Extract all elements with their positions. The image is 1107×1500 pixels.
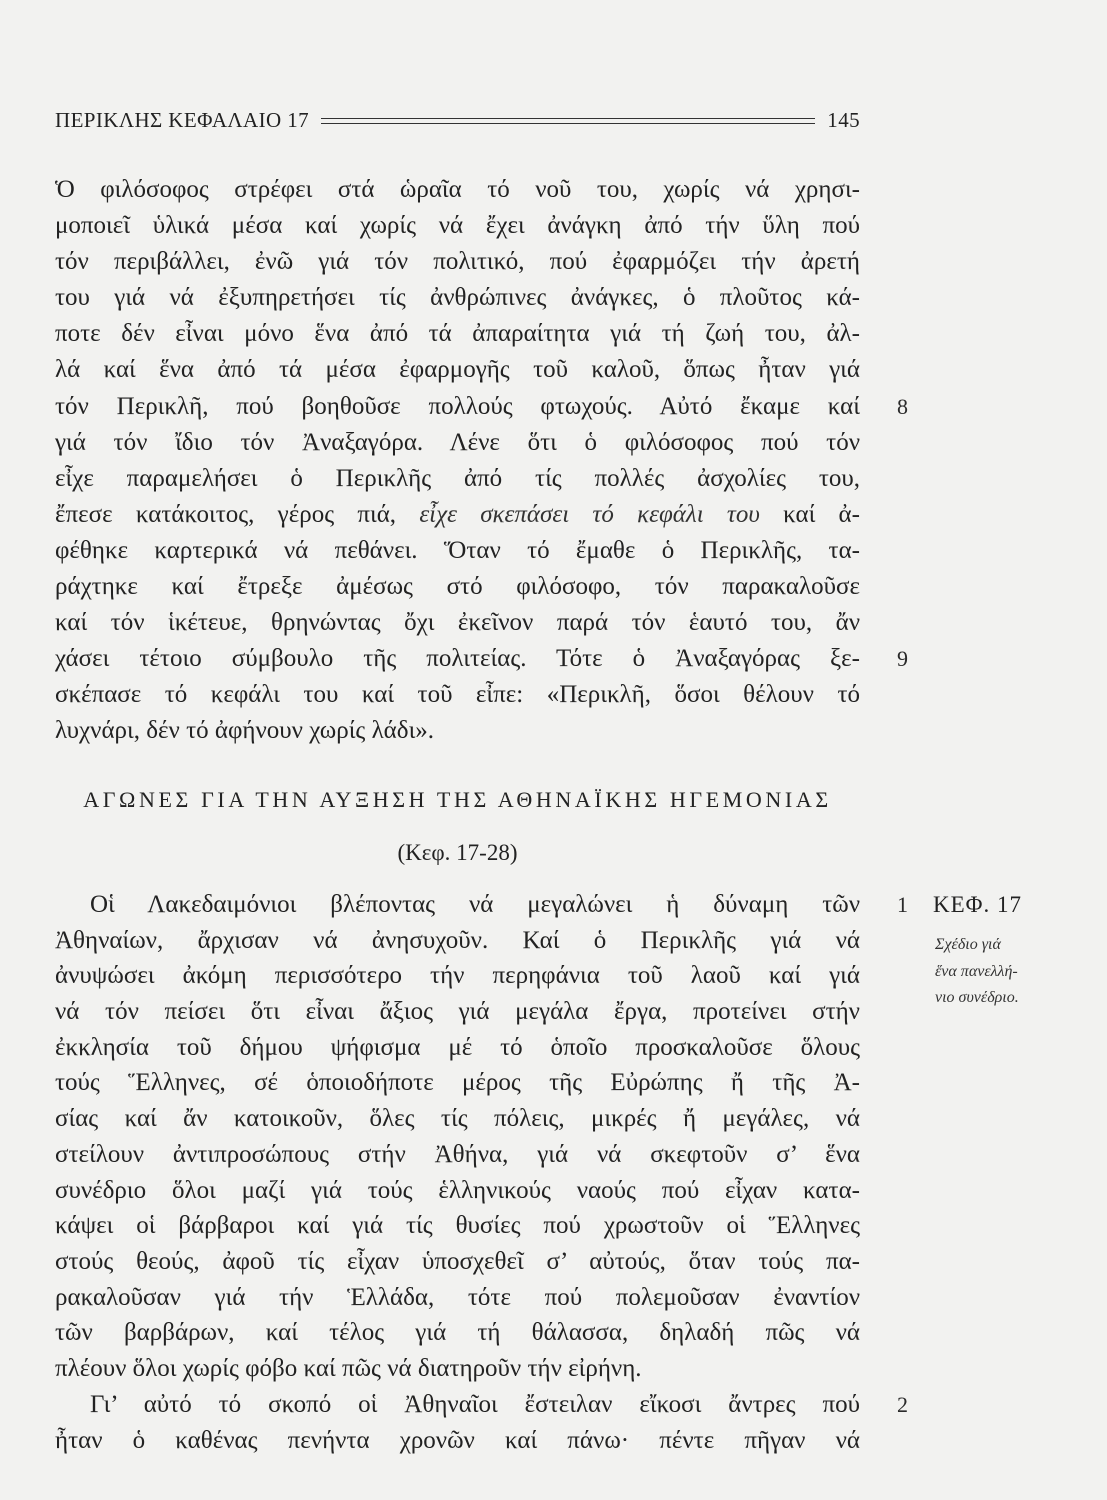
text-line <box>55 1244 860 1280</box>
text-line <box>55 923 860 959</box>
text-line <box>55 533 860 569</box>
line-text: ποτε δέν εἶναι μόνο ἕνα ἀπό τά ἀπαραίτητα γιά τή ζωή του, ἀλ- <box>55 320 860 348</box>
line-text: σκέπασε τό κεφάλι του καί τοῦ εἶπε: «Περικλῆ, ὅσοι θέλουν τό <box>55 681 860 709</box>
text-line <box>55 1315 860 1351</box>
line-text: ἀνυψώσει ἀκόμη περισσότερο τήν περηφάνια τοῦ λαοῦ καί γιά <box>55 962 860 990</box>
line-text: καί τόν ἱκέτευε, θρηνώντας ὄχι ἐκεῖνον παρά τόν ἑαυτό του, ἄν <box>55 609 860 637</box>
text-line <box>55 1280 860 1316</box>
section-heading <box>55 785 860 815</box>
line-text: συνέδριο ὅλοι μαζί γιά τούς ἑλληνικούς ναούς πού εἶχαν κατα- <box>55 1176 860 1204</box>
line-text: μοποιεῖ ὑλικά μέσα καί χωρίς νά ἔχει ἀνάγκη ἀπό τήν ὕλη πού <box>55 212 860 240</box>
text-line <box>55 994 860 1030</box>
text-line <box>55 425 860 461</box>
margin-note-line: νιο συνέδριο. <box>935 989 1019 1006</box>
text-line <box>55 1423 860 1459</box>
text-line <box>55 172 860 208</box>
margin-section-number: 2 <box>897 1392 908 1417</box>
text-line <box>55 497 860 533</box>
text-line <box>55 389 908 425</box>
line-text: Οἱ Λακεδαιμόνιοι βλέποντας νά μεγαλώνει ἡ δύναμη τῶν <box>90 891 860 918</box>
text-line <box>55 461 860 497</box>
section-heading-text: ΑΓΩΝΕΣ ΓΙΑ ΤΗΝ ΑΥΞΗΣΗ ΤΗΣ ΑΘΗΝΑΪΚΗΣ ΗΓΕΜΟΝΙΑΣ <box>83 787 832 812</box>
margin-section-number: 8 <box>897 393 908 419</box>
text-line <box>55 316 860 352</box>
text-line <box>55 1030 860 1066</box>
chapter-range: (Κεφ. 17-28) <box>397 840 518 865</box>
line-text: στούς θεούς, ἀφοῦ τίς εἶχαν ὑποσχεθεῖ σ’ αὐτούς, ὅταν τούς πα- <box>55 1247 860 1275</box>
italic-phrase: εἶχε σκεπάσει τό κεφάλι του <box>419 500 760 528</box>
running-header <box>55 106 860 134</box>
text-line <box>55 1137 860 1173</box>
line-text: γιά τόν ἴδιο τόν Ἀναξαγόρα. Λένε ὅτι ὁ φιλόσοφος πού τόν <box>55 428 860 456</box>
line-text: σίας καί ἄν κατοικοῦν, ὅλες τίς πόλεις, μικρές ἤ μεγάλες, νά <box>55 1105 860 1133</box>
line-text: λά καί ἕνα ἀπό τά μέσα ἐφαρμογῆς τοῦ καλοῦ, ὅπως ἦταν γιά <box>55 356 860 384</box>
text-line <box>55 1065 860 1101</box>
text-line <box>55 641 908 677</box>
running-title: ΠΕΡΙΚΛΗΣ ΚΕΦΑΛΑΙΟ 17 <box>55 107 310 132</box>
text-line <box>55 677 860 713</box>
line-text: φέθηκε καρτερικά νά πεθάνει. Ὅταν τό ἔμαθε ὁ Περικλῆς, τα- <box>55 536 860 564</box>
text-line <box>55 208 860 244</box>
line-text: κάψει οἱ βάρβαροι καί γιά τίς θυσίες πού χρωστοῦν οἱ Ἕλληνες <box>55 1212 860 1240</box>
text-line <box>55 280 860 316</box>
text-line <box>55 569 860 605</box>
line-text-after: καί ἀ- <box>783 500 860 528</box>
line-text: του γιά νά ἐξυπηρετήσει τίς ἀνθρώπινες ἀνάγκες, ὁ πλοῦτος κά- <box>55 284 860 312</box>
text-line <box>55 958 860 994</box>
text-line <box>55 1351 860 1387</box>
line-text: ἐκκλησία τοῦ δήμου ψήφισμα μέ τό ὁποῖο προσκαλοῦσε ὅλους <box>55 1033 860 1061</box>
line-text: ρακαλοῦσαν γιά τήν Ἑλλάδα, τότε πού πολεμοῦσαν ἐναντίον <box>55 1283 860 1311</box>
line-text: τόν περιβάλλει, ἐνῶ γιά τόν πολιτικό, πού ἐφαρμόζει τήν ἀρετή <box>55 248 860 276</box>
line-text: πλέουν ὅλοι χωρίς φόβο καί πῶς νά διατηροῦν τήν εἰρήνη. <box>55 1354 642 1382</box>
text-line <box>55 1101 860 1137</box>
text-line <box>55 605 860 641</box>
line-text: Ὁ φιλόσοφος στρέφει στά ὡραῖα τό νοῦ του, χωρίς νά χρησι- <box>55 176 860 203</box>
text-line <box>55 1387 908 1423</box>
paragraph <box>55 1387 908 1459</box>
text-line <box>55 887 908 923</box>
margin-section-number: 9 <box>897 646 908 672</box>
line-text-before: ἔπεσε κατάκοιτος, γέρος πιά, <box>55 500 397 528</box>
text-line <box>55 352 860 388</box>
margin-note-line: ἕνα πανελλή- <box>935 962 1018 980</box>
text-line <box>55 244 860 280</box>
line-text: τόν Περικλῆ, πού βοηθοῦσε πολλούς φτωχούς. Αὐτό ἔκαμε καί <box>55 392 860 420</box>
line-text: εἶχε παραμελήσει ὁ Περικλῆς ἀπό τίς πολλές ἀσχολίες του, <box>55 464 860 492</box>
line-text <box>55 501 860 528</box>
text-line <box>55 713 860 749</box>
line-text: τῶν βαρβάρων, καί τέλος γιά τή θάλασσα, δηλαδή πῶς νά <box>55 1319 860 1347</box>
line-text: Ἀθηναίων, ἄρχισαν νά ἀνησυχοῦν. Καί ὁ Περικλῆς γιά νά <box>55 926 860 954</box>
line-text: στείλουν ἀντιπροσώπους στήν Ἀθήνα, γιά νά σκεφτοῦν σ’ ἕνα <box>55 1140 860 1168</box>
margin-chapter-label: ΚΕΦ. 17 <box>933 892 1022 917</box>
margin-section-number: 1 <box>897 892 908 917</box>
line-text: ράχτηκε καί ἔτρεξε ἀμέσως στό φιλόσοφο, τόν παρακαλοῦσε <box>55 573 860 601</box>
line-text: νά τόν πείσει ὅτι εἶναι ἄξιος γιά μεγάλα ἔργα, προτείνει στήν <box>55 998 860 1026</box>
line-text: ἦταν ὁ καθένας πενήντα χρονῶν καί πάνω· πέντε πῆγαν νά <box>55 1427 860 1454</box>
paragraph <box>55 887 908 1387</box>
margin-note <box>935 932 1085 1012</box>
paragraph <box>55 172 908 750</box>
line-text: λυχνάρι, δέν τό ἀφήνουν χωρίς λάδι». <box>55 717 435 745</box>
margin-note-line: Σχέδιο γιά <box>935 936 1001 953</box>
text-line <box>55 1173 860 1209</box>
line-text: χάσει τέτοιο σύμβουλο τῆς πολιτείας. Τότε ὁ Ἀναξαγόρας ξε- <box>55 645 860 673</box>
header-double-rule <box>321 118 815 124</box>
page-number: 145 <box>827 107 860 132</box>
line-text: Γι’ αὐτό τό σκοπό οἱ Ἀθηναῖοι ἔστειλαν εἴκοσι ἄντρες πού <box>90 1391 860 1418</box>
text-line <box>55 1208 860 1244</box>
line-text: τούς Ἕλληνες, σέ ὁποιοδήποτε μέρος τῆς Εὐρώπης ἤ τῆς Ἀ- <box>55 1069 860 1097</box>
